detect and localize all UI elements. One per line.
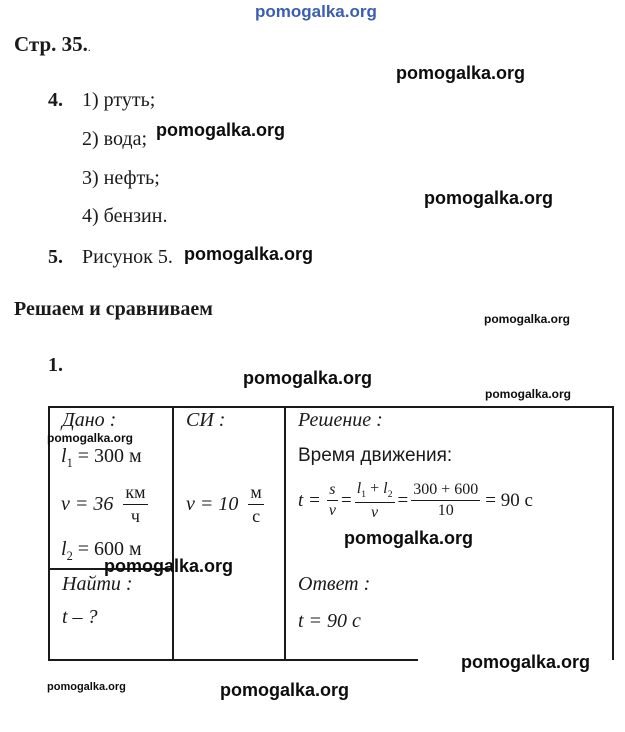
eq-fraction-s-v <box>327 481 338 521</box>
item-4-line-2: 2) вода; <box>82 128 147 150</box>
v-unit-fraction <box>123 482 147 526</box>
si-unit-num: м <box>248 482 263 505</box>
watermark: pomogalka.org <box>485 387 572 401</box>
answer-value-text: t = 90 с <box>298 610 361 632</box>
table-border-top <box>48 406 613 408</box>
table-border-bottom <box>48 659 418 661</box>
watermark: pomogalka.org <box>243 368 373 388</box>
v-unit-den: ч <box>130 505 140 526</box>
eq-fraction-numeric <box>411 481 480 521</box>
item-4-line-4: 4) бензин. <box>82 205 168 227</box>
watermark: pomogalka.org <box>104 556 234 576</box>
solution-header: Решение : <box>298 409 383 431</box>
item-5-text: Рисунок 5. <box>82 246 173 268</box>
watermark: pomogalka.org <box>484 312 571 326</box>
watermark: pomogalka.org <box>461 652 591 672</box>
var-l: l <box>61 445 67 467</box>
eq-frac3-num: 300 + 600 <box>411 481 480 501</box>
eq-t: t = <box>298 489 321 511</box>
table-divider-2 <box>284 406 286 660</box>
watermark: pomogalka.org <box>184 244 314 264</box>
item-4-number: 4. <box>48 89 63 111</box>
eq-fraction-l1-l2-v <box>355 480 395 522</box>
watermark: pomogalka.org <box>344 528 474 548</box>
item-4-line-3: 3) нефть; <box>82 167 160 189</box>
eq-frac3-den: 10 <box>437 502 454 520</box>
find-value: t – ? <box>62 606 98 628</box>
given-l1 <box>61 445 142 471</box>
eq-sub-2: 2 <box>387 489 393 501</box>
watermark: pomogalka.org <box>47 431 134 445</box>
watermark: pomogalka.org <box>220 680 350 700</box>
v-unit-num: км <box>123 482 147 505</box>
find-header: Найти : <box>62 573 133 595</box>
watermark: pomogalka.org <box>424 188 554 208</box>
si-v-value: v = 10 <box>186 492 239 515</box>
page-heading-text: Стр. 35. <box>14 32 88 56</box>
eq-l1: l <box>356 480 362 497</box>
l2-value: = 600 м <box>72 538 142 560</box>
sub-1: 1 <box>66 456 73 470</box>
problem-number: 1. <box>48 354 63 376</box>
sub-2: 2 <box>66 549 73 563</box>
item-4-line-1: 1) ртуть; <box>82 89 156 111</box>
eq-l2: l <box>383 480 388 497</box>
watermark: pomogalka.org <box>47 681 126 693</box>
si-v <box>186 482 267 526</box>
answer-value <box>298 610 361 633</box>
eq-frac1-num: s <box>327 481 337 501</box>
si-header: СИ : <box>186 409 226 431</box>
eq-equals-1: = <box>340 489 352 511</box>
page-heading <box>14 32 91 57</box>
eq-plus: + <box>366 480 384 497</box>
eq-equals-2: = <box>397 489 409 511</box>
solution-text: Время движения: <box>298 445 453 466</box>
solution-equation <box>298 480 533 522</box>
given-header: Дано : <box>62 409 117 431</box>
table-divider-1 <box>172 406 174 660</box>
var-l: l <box>61 538 67 560</box>
si-unit-fraction <box>248 482 263 526</box>
table-border-right <box>612 406 614 660</box>
answer-header: Ответ : <box>298 573 371 595</box>
section-title: Решаем и сравниваем <box>14 298 213 320</box>
watermark: pomogalka.org <box>396 63 526 83</box>
watermark-top: pomogalka.org <box>255 2 377 21</box>
watermark: pomogalka.org <box>156 120 286 140</box>
page-heading-mark: . <box>87 42 91 54</box>
item-5-number: 5. <box>48 246 63 268</box>
l1-value: = 300 м <box>72 445 142 467</box>
eq-result: = 90 с <box>485 489 533 511</box>
v-value: v = 36 <box>61 492 114 515</box>
eq-frac1-den: v <box>328 502 336 520</box>
eq-sub-1: 1 <box>361 489 367 501</box>
eq-frac2-den: v <box>371 503 379 521</box>
si-unit-den: с <box>252 505 261 526</box>
given-v <box>61 482 151 526</box>
